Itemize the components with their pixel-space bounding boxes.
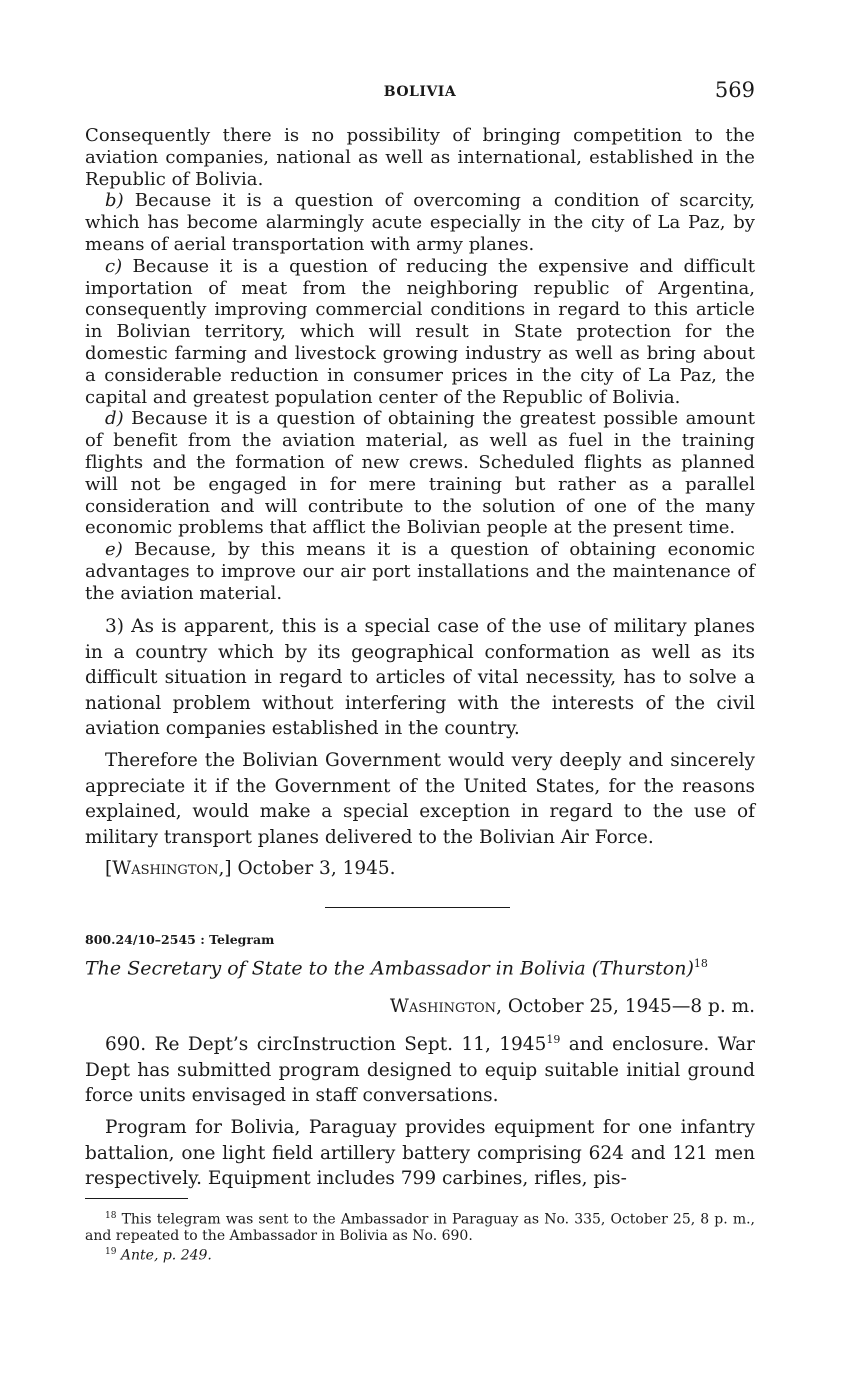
- document-reference: 800.24/10–2545 : Telegram: [85, 932, 275, 947]
- dateline: [390, 996, 755, 1017]
- paragraph-b: [85, 190, 755, 255]
- signoff-close: ]: [224, 858, 232, 880]
- footnote-text: Ante, p. 249.: [120, 1247, 212, 1264]
- memorandum-conclusion: [85, 614, 755, 882]
- paragraph-e: [85, 539, 755, 604]
- signoff-date: October 3, 1945.: [231, 858, 396, 880]
- item-text-c: Because it is a question of reducing the expensive and difficult importation of meat from the neighboring republic of Argentina, consequently improving commercial conditions in regard to this article in Bolivian territory, which will result in State protection for the domestic farming and livestock growing industry as well as bring about a considerable reduction in consumer prices in the city of La Paz, the capital and greatest population center of the Republic of Bolivia.: [85, 255, 755, 408]
- item-text-b: Because it is a question of overcoming a condition of scarcity, which has become alarmingly acute especially in the city of La Paz, by means of aerial transportation with army planes.: [85, 190, 756, 255]
- page-number: 569: [714, 78, 755, 102]
- signoff-open: [: [105, 858, 113, 880]
- item-label-d: d): [105, 408, 124, 430]
- item-text-d: Because it is a question of obtaining the greatest possible amount of benefit from the aviation material, as well as fuel in the training flights and the formation of new crews. Scheduled flights as planned will not be engaged in for mere training but rather as a parallel consideration and will contribute to the solution of one of the many economic problems that afflict the Bolivian people at the present time.: [85, 408, 755, 539]
- footnote-mark: 18: [105, 1211, 117, 1221]
- document-title: [85, 957, 755, 979]
- section-divider: [325, 907, 510, 908]
- item-label-b: b): [105, 190, 124, 212]
- document-title-text: The Secretary of State to the Ambassador in Bolivia (Thurston): [85, 957, 694, 980]
- telegram-p1-end: and enclosure. War Dept has submitted program designed to equip suitable initial ground force units envisaged in staff conversations.: [85, 1034, 755, 1107]
- footnote-18: [85, 1208, 755, 1244]
- item-label-c: c): [105, 255, 123, 277]
- footnote-19: [85, 1244, 755, 1264]
- footnote-text: This telegram was sent to the Ambassador in Paraguay as No. 335, October 25, 8 p. m., and repeated to the Ambassador in Bolivia as No. 690.: [85, 1211, 756, 1244]
- telegram-p1-start: 690. Re Dept’s circInstruction Sept. 11, 1945: [105, 1034, 547, 1056]
- item-text-e: Because, by this means it is a question of obtaining economic advantages to improve our air port installations and the maintenance of the aviation material.: [85, 539, 755, 604]
- telegram-body: [85, 1027, 755, 1192]
- signoff: [85, 856, 755, 882]
- paragraph-d: [85, 408, 755, 539]
- signoff-place: Washington,: [112, 858, 225, 880]
- paragraph-c: [85, 256, 755, 409]
- footnote-ref-19: 19: [546, 1033, 561, 1046]
- dateline-place: Washington: [389, 996, 497, 1017]
- footnote-mark: 19: [105, 1246, 117, 1257]
- telegram-paragraph-1: [85, 1027, 755, 1109]
- running-head-title: BOLIVIA: [383, 84, 457, 100]
- footnotes: [85, 1208, 755, 1263]
- footnote-ref-18: 18: [693, 957, 708, 970]
- paragraph-3: 3) As is apparent, this is a special case of the use of military planes in a country which by its geographical conformation as well as its difficult situation in regard to articles of vital necessity, has to solve a national problem without interfering with the interests of the civil aviation companies established in the country.: [85, 616, 755, 740]
- footnote-divider: [85, 1198, 188, 1199]
- running-head: [85, 78, 755, 108]
- item-label-e: e): [105, 539, 123, 561]
- telegram-paragraph-2: Program for Bolivia, Paraguay provides equipment for one infantry battalion, one light field artillery battery comprising 624 and 121 men respectively. Equipment includes 799 carbines, rifles, pis-: [85, 1116, 755, 1190]
- dateline-rest: , October 25, 1945—8 p. m.: [496, 996, 755, 1017]
- memorandum-continuation: [85, 125, 755, 605]
- paragraph-intro: Consequently there is no possibility of bringing competition to the aviation companies, national as well as international, established in the Republic of Bolivia.: [85, 125, 755, 190]
- paragraph-therefore: Therefore the Bolivian Government would very deeply and sincerely appreciate it if the Government of the United States, for the reasons explained, would make a special exception in regard to the use of military transport planes delivered to the Bolivian Air Force.: [85, 749, 755, 848]
